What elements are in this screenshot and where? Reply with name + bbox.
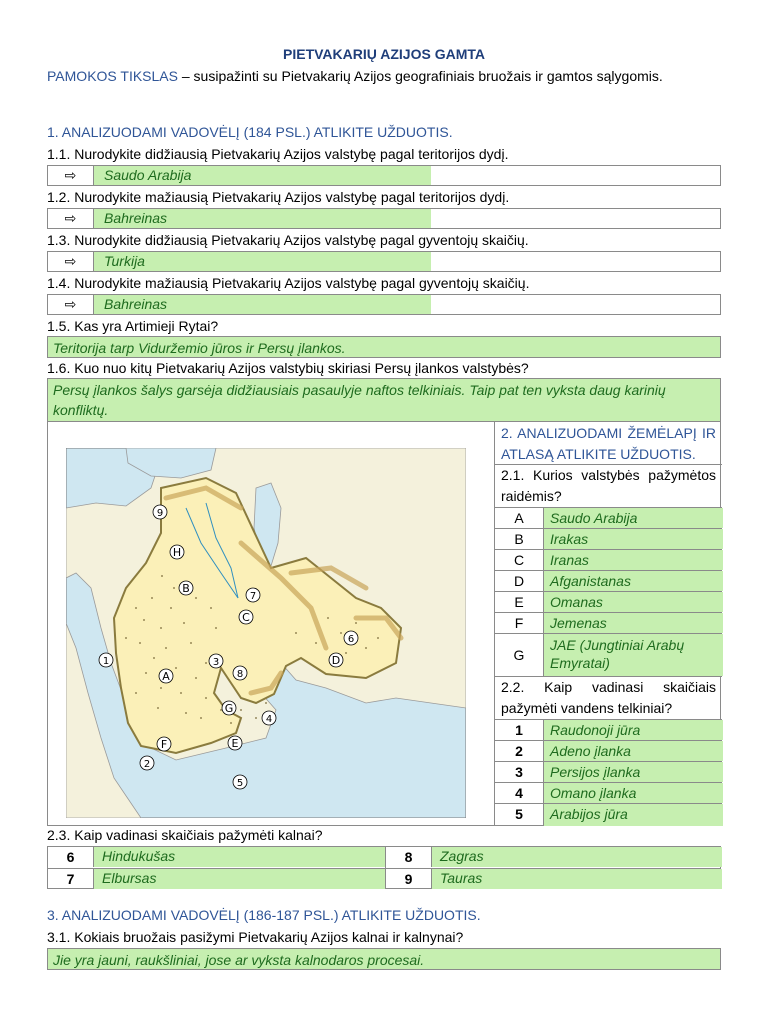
water-answer: Adeno įlanka: [550, 743, 631, 759]
section-3-title: 3. ANALIZUODAMI VADOVĖLĮ (186-187 PSL.) ATLIKITE UŽDUOTIS.: [47, 907, 481, 923]
country-answer-field[interactable]: [543, 571, 723, 591]
answer-1-3: Turkija: [104, 253, 145, 269]
mountain-row-7: [48, 868, 385, 889]
question-3-1: 3.1. Kokiais bruožais pasižymi Pietvakarių Azijos kalnai ir kalnynai?: [47, 929, 464, 945]
map-label-f: [157, 737, 171, 751]
water-answer: Raudonoji jūra: [550, 722, 641, 738]
svg-text:2: 2: [143, 759, 151, 770]
mountain-answer: Zagras: [440, 848, 484, 864]
water-key: 2: [515, 743, 523, 759]
lesson-goal-label: PAMOKOS TIKSLAS: [47, 68, 178, 84]
country-row-c: [495, 549, 722, 570]
mountains-table: [47, 846, 721, 889]
mountain-row-8: [385, 847, 720, 868]
country-key: F: [514, 615, 524, 631]
arrow-icon: ⇨: [64, 253, 77, 269]
country-key: D: [513, 573, 525, 589]
country-row-g: [495, 633, 722, 676]
map-label-6: [344, 631, 358, 645]
map-label-3: [209, 654, 223, 668]
svg-text:8: 8: [236, 669, 244, 680]
svg-text:7: 7: [249, 591, 257, 602]
water-answer-field[interactable]: [543, 741, 723, 761]
country-key: B: [514, 531, 524, 547]
country-answer: Iranas: [550, 552, 589, 568]
mountain-answer-field[interactable]: [93, 869, 386, 889]
water-answer-field[interactable]: [543, 720, 723, 740]
mountain-key: 6: [66, 849, 75, 865]
mountain-answer-field[interactable]: [93, 847, 386, 867]
country-row-f: [495, 612, 722, 633]
answer-field-1-3[interactable]: [93, 252, 431, 271]
arrow-icon: ⇨: [64, 296, 77, 312]
svg-text:4: 4: [265, 714, 273, 725]
country-key: G: [513, 647, 525, 663]
map-label-c: [239, 610, 253, 624]
section-1-title: 1. ANALIZUODAMI VADOVĖLĮ (184 PSL.) ATLIKITE UŽDUOTIS.: [47, 124, 453, 140]
water-answer: Arabijos jūra: [550, 806, 628, 822]
svg-text:D: D: [331, 654, 341, 667]
answer-field-1-4[interactable]: [93, 295, 431, 314]
water-key: 5: [515, 806, 523, 822]
page-title: PIETVAKARIŲ AZIJOS GAMTA: [283, 46, 485, 62]
map-label-8: [233, 666, 247, 680]
svg-text:3: 3: [212, 657, 220, 668]
country-answer-field[interactable]: [543, 529, 723, 549]
svg-text:E: E: [231, 737, 239, 750]
lesson-goal: [47, 66, 721, 87]
water-key: 4: [515, 785, 523, 801]
country-answer: Irakas: [550, 531, 589, 547]
answer-1-1: Saudo Arabija: [104, 167, 192, 183]
map-label-g: [222, 701, 236, 715]
water-row-3: [495, 761, 722, 782]
answer-field-1-2[interactable]: [93, 209, 431, 228]
map-label-7: [246, 588, 260, 602]
country-answer: Saudo Arabija: [550, 510, 638, 526]
question-2-3: 2.3. Kaip vadinasi skaičiais pažymėti kalnai?: [47, 827, 323, 843]
mountain-answer: Hindukušas: [102, 848, 176, 864]
answer-1-4: Bahreinas: [104, 296, 168, 312]
map-questions-panel: [494, 422, 722, 825]
section-2-title: 2. ANALIZUODAMI ŽEMĖLAPĮ IR ATLASĄ ATLIKITE UŽDUOTIS.: [501, 425, 716, 462]
southwest-asia-map: [66, 448, 466, 818]
svg-text:A: A: [162, 670, 170, 683]
country-row-a: [495, 507, 722, 528]
answer-field-1-1[interactable]: [93, 166, 431, 185]
map-label-a: [159, 669, 173, 683]
country-answer-field[interactable]: [543, 613, 723, 633]
water-key: 3: [515, 764, 523, 780]
country-answer: Afganistanas: [550, 573, 631, 589]
answer-row-1-1: [47, 165, 721, 186]
country-answer: JAE (Jungtiniai Arabų Emyratai): [550, 637, 685, 671]
map-task-box: [47, 421, 721, 826]
svg-text:B: B: [182, 582, 190, 595]
water-answer-field[interactable]: [543, 783, 723, 803]
question-1-6: 1.6. Kuo nuo kitų Pietvakarių Azijos valstybių skiriasi Persų įlankos valstybės?: [47, 360, 529, 376]
water-row-4: [495, 782, 722, 803]
question-1-4: 1.4. Nurodykite mažiausią Pietvakarių Azijos valstybę pagal gyventojų skaičių.: [47, 275, 530, 291]
map-label-b: [179, 581, 193, 595]
country-row-e: [495, 591, 722, 612]
country-row-b: [495, 528, 722, 549]
svg-text:G: G: [224, 702, 234, 715]
country-answer-field[interactable]: [543, 508, 723, 528]
country-key: C: [513, 552, 525, 568]
map-label-d: [329, 653, 343, 667]
arrow-icon: ⇨: [64, 167, 77, 183]
map-label-9: [153, 505, 167, 519]
country-answer-field[interactable]: [543, 592, 723, 612]
country-row-d: [495, 570, 722, 591]
country-answer: Jemenas: [550, 615, 607, 631]
map-label-4: [262, 711, 276, 725]
mountain-answer-field[interactable]: [431, 869, 722, 889]
question-1-3: 1.3. Nurodykite didžiausią Pietvakarių Azijos valstybę pagal gyventojų skaičių.: [47, 232, 529, 248]
answer-1-2: Bahreinas: [104, 210, 168, 226]
water-answer-field[interactable]: [543, 762, 723, 782]
map-label-1: [99, 653, 113, 667]
question-1-1: 1.1. Nurodykite didžiausią Pietvakarių Azijos valstybę pagal teritorijos dydį.: [47, 146, 509, 162]
country-answer: Omanas: [550, 594, 603, 610]
answer-3-1[interactable]: Jie yra jauni, raukšliniai, jose ar vyksta kalnodaros procesai.: [47, 948, 721, 970]
svg-text:5: 5: [236, 778, 244, 789]
water-row-2: [495, 740, 722, 761]
svg-text:6: 6: [347, 634, 355, 645]
map-label-2: [140, 756, 154, 770]
mountain-key: 7: [66, 871, 75, 887]
question-2-1: 2.1. Kurios valstybės pažymėtos raidėmis?: [495, 464, 722, 507]
question-1-2: 1.2. Nurodykite mažiausią Pietvakarių Azijos valstybę pagal teritorijos dydį.: [47, 189, 510, 205]
answer-row-1-3: [47, 251, 721, 272]
water-answer: Omano įlanka: [550, 785, 637, 801]
map-label-h: [170, 545, 184, 559]
mountain-key: 8: [404, 849, 413, 865]
water-row-5: [495, 803, 722, 825]
water-key: 1: [515, 722, 523, 738]
country-key: A: [514, 510, 524, 526]
answer-row-1-4: [47, 294, 721, 315]
arrow-icon: ⇨: [64, 210, 77, 226]
svg-text:9: 9: [156, 508, 164, 519]
country-answer-field[interactable]: [543, 634, 723, 676]
answer-1-6[interactable]: Persų įlankos šalys garsėja didžiausiais pasaulyje naftos telkiniais. Taip pat ten vyksta daug karinių konfliktų.: [47, 378, 721, 422]
svg-text:F: F: [160, 738, 168, 751]
svg-text:H: H: [172, 546, 182, 559]
water-answer: Persijos įlanka: [550, 764, 641, 780]
mountain-row-9: [385, 868, 720, 889]
map-label-e: [228, 736, 242, 750]
lesson-goal-text: – susipažinti su Pietvakarių Azijos geografiniais bruožais ir gamtos sąlygomis.: [177, 68, 663, 84]
map-label-5: [233, 775, 247, 789]
country-key: E: [514, 594, 524, 610]
water-answer-field[interactable]: [543, 804, 723, 826]
water-row-1: [495, 719, 722, 740]
svg-text:C: C: [242, 611, 250, 624]
svg-text:1: 1: [102, 656, 110, 667]
mountain-answer: Tauras: [440, 870, 483, 886]
answer-row-1-2: [47, 208, 721, 229]
mountain-answer: Elbursas: [102, 870, 157, 886]
answer-1-5[interactable]: Teritorija tarp Viduržemio jūros ir Persų įlankos.: [47, 336, 721, 358]
mountain-row-6: [48, 847, 385, 868]
question-2-2: 2.2. Kaip vadinasi skaičiais pažymėti vandens telkiniai?: [495, 676, 722, 719]
country-answer-field[interactable]: [543, 550, 723, 570]
question-1-5: 1.5. Kas yra Artimieji Rytai?: [47, 318, 219, 334]
mountain-key: 9: [404, 871, 413, 887]
mountain-answer-field[interactable]: [431, 847, 722, 867]
